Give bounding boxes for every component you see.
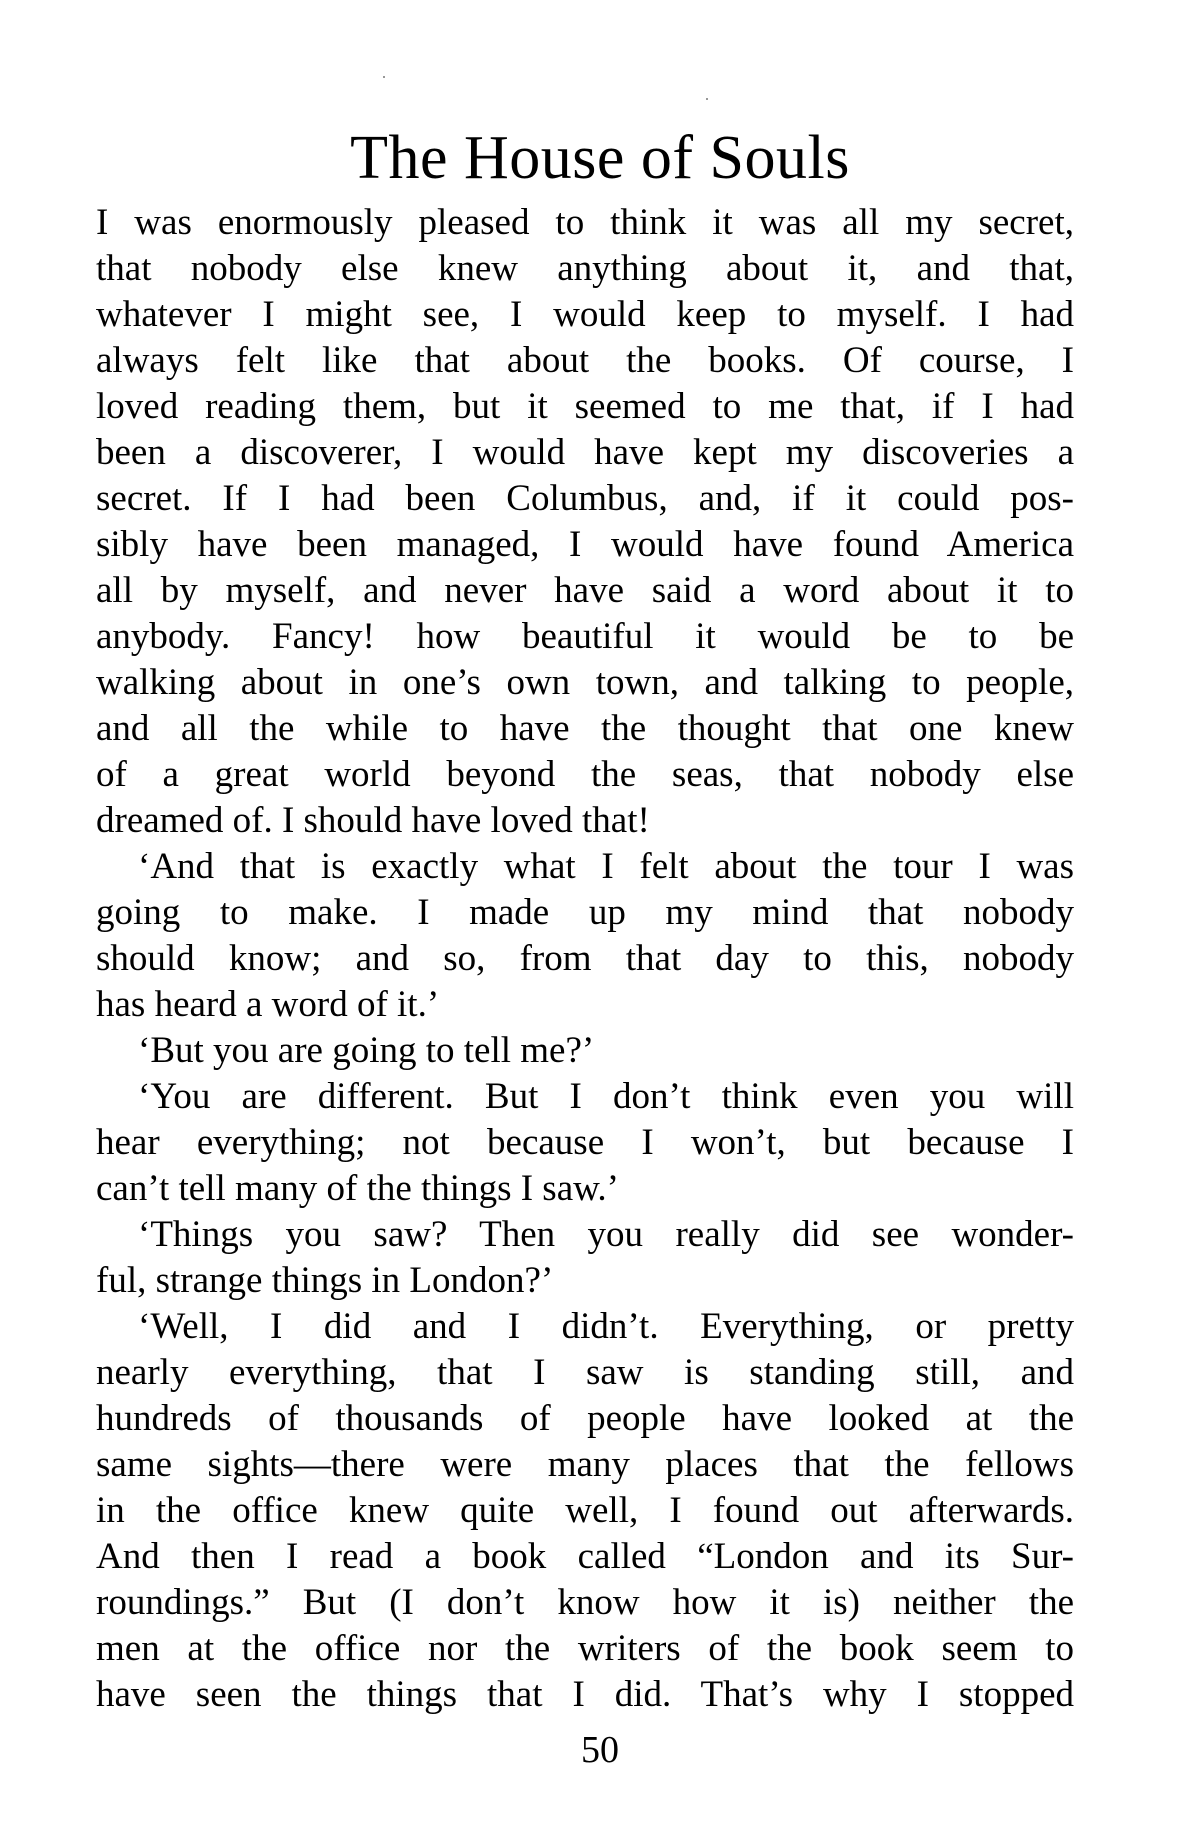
text-line: that nobody else knew anything about it, and that, (96, 248, 1074, 289)
text-line: men at the office nor the writers of the book seem to (96, 1628, 1074, 1669)
text-line: hundreds of thousands of people have looked at the (96, 1398, 1074, 1439)
body-text (96, 200, 1074, 1718)
text-line: ‘Well, I did and I didn’t. Everything, or pretty (138, 1306, 1074, 1347)
text-line: going to make. I made up my mind that nobody (96, 892, 1074, 933)
text-line: been a discoverer, I would have kept my discoveries a (96, 432, 1074, 473)
paper-speck (383, 76, 385, 78)
page-number: 50 (581, 1729, 619, 1771)
text-line: anybody. Fancy! how beautiful it would be to be (96, 616, 1074, 657)
text-line: can’t tell many of the things I saw.’ (96, 1168, 620, 1209)
text-line: loved reading them, but it seemed to me that, if I had (96, 386, 1074, 427)
text-line: all by myself, and never have said a word about it to (96, 570, 1074, 611)
text-line: walking about in one’s own town, and talking to people, (96, 662, 1074, 703)
text-line: has heard a word of it.’ (96, 984, 440, 1025)
text-line: ‘And that is exactly what I felt about the tour I was (138, 846, 1074, 887)
text-line: ‘Things you saw? Then you really did see wonder- (138, 1214, 1074, 1255)
text-line: should know; and so, from that day to this, nobody (96, 938, 1074, 979)
text-line: ‘But you are going to tell me?’ (138, 1030, 595, 1071)
text-line: ful, strange things in London?’ (96, 1260, 554, 1301)
running-head: The House of Souls (350, 124, 850, 192)
text-line: sibly have been managed, I would have found America (96, 524, 1074, 565)
text-line: same sights—there were many places that the fellows (96, 1444, 1074, 1485)
text-line: always felt like that about the books. Of course, I (96, 340, 1074, 381)
text-line: roundings.” But (I don’t know how it is) neither the (96, 1582, 1074, 1623)
paper-speck (706, 98, 708, 100)
text-line: dreamed of. I should have loved that! (96, 800, 650, 841)
text-line: whatever I might see, I would keep to myself. I had (96, 294, 1074, 335)
text-line: secret. If I had been Columbus, and, if it could pos- (96, 478, 1074, 519)
text-line: have seen the things that I did. That’s why I stopped (96, 1674, 1074, 1715)
text-line: of a great world beyond the seas, that nobody else (96, 754, 1074, 795)
text-line: I was enormously pleased to think it was all my secret, (96, 202, 1074, 243)
text-line: in the office knew quite well, I found out afterwards. (96, 1490, 1074, 1531)
text-line: nearly everything, that I saw is standing still, and (96, 1352, 1074, 1393)
text-line: hear everything; not because I won’t, but because I (96, 1122, 1074, 1163)
text-line: and all the while to have the thought that one knew (96, 708, 1074, 749)
text-line: And then I read a book called “London and its Sur- (96, 1536, 1074, 1577)
text-line: ‘You are different. But I don’t think even you will (138, 1076, 1074, 1117)
